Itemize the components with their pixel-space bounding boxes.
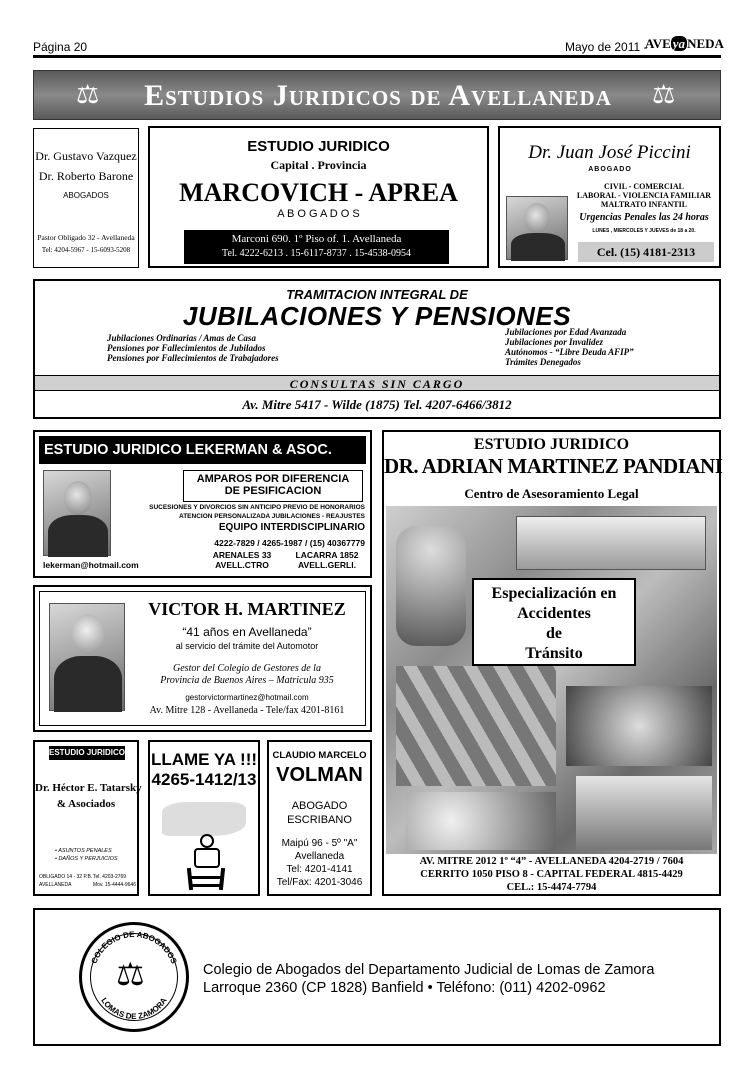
issue-date: Mayo de 2011 - (565, 40, 648, 54)
office-phone: 4222-7829 / 4265-1987 / (15) 40367779 (214, 538, 365, 548)
tagline: “41 años en Avellaneda” (182, 625, 312, 639)
call-to-action: LLAME YA !!! (150, 750, 258, 769)
urgency-note: Urgencias Penales las 24 horas (579, 212, 709, 223)
ad-llame-ya (148, 740, 260, 896)
office-phone: Tel: 4204-5967 - 15-6093-5208 (41, 246, 131, 254)
office-hours: LUNES , MIERCOLES Y JUEVES de 18 a 20. (592, 228, 696, 234)
specialty: CIVIL - COMERCIAL (603, 182, 684, 191)
branch-city: AVELL.GERLI. (298, 560, 356, 570)
office-phone: Tel. 4203-2769 (93, 874, 127, 880)
page-number: Página 20 (33, 40, 88, 54)
ad-subheading: Centro de Asesoramiento Legal (464, 486, 639, 501)
specialty-line: de (546, 625, 562, 642)
office-address: Pastor Obligado 32 - Avellaneda (37, 233, 135, 242)
office-address: Avellaneda (294, 851, 345, 862)
bus-photo (516, 516, 706, 570)
lawyer-name: Dr. Gustavo Vazquez (35, 149, 137, 163)
branch-city: AVELL.CTRO (215, 560, 269, 570)
seal-bottom-text: LOMAS DE ZAMORA (99, 996, 169, 1022)
credential: Gestor del Colegio de Gestores de la (173, 663, 321, 674)
firm-name: ESTUDIO JURIDICO LEKERMAN & ASOC. (39, 436, 366, 464)
lawyer-name: Dr. Héctor E. Tatarsky (35, 782, 142, 794)
lawyer-name: Dr. Roberto Barone (38, 169, 134, 183)
gestor-name: VICTOR H. MARTINEZ (148, 599, 346, 619)
service-line: ATENCION PERSONALIZADA JUBILACIONES - REAJUSTES (179, 513, 365, 520)
office-phone: Mov. 15-4444-9646 (93, 882, 136, 888)
lawyer-name: VOLMAN (276, 764, 363, 786)
office-address: AV. MITRE 2012 1º “4” - AVELLANEDA 4204-2719 / 7604 (419, 856, 684, 867)
ad-pretitle: TRAMITACION INTEGRAL DE (286, 287, 468, 302)
email-address: gestorvictormartinez@hotmail.com (185, 693, 309, 702)
crash-photo (566, 686, 712, 766)
ad-heading: ESTUDIO JURIDICO (247, 138, 390, 155)
contact-bar (184, 230, 449, 264)
lawyer-role: A B O G A D O S (277, 208, 360, 220)
scales-icon: ⚖ (116, 956, 145, 992)
firm-name: MARCOVICH - APREA (179, 178, 458, 207)
colegio-seal (79, 922, 189, 1032)
service-line: AMPAROS POR DIFERENCIA (196, 473, 350, 485)
colegio-name: Colegio de Abogados del Departamento Judicial de Lomas de Zamora (203, 962, 655, 978)
office-phone: Tel/Fax: 4201-3046 (276, 877, 363, 888)
accident-collage (386, 506, 717, 854)
ad-piccini (498, 126, 721, 268)
painter-illustration (160, 798, 250, 890)
seal-top-text: COLEGIO DE ABOGADOS (89, 929, 179, 965)
traffic-photo (396, 666, 556, 786)
specialty: • ASUNTOS PENALES (55, 848, 112, 854)
credential: Provincia de Buenos Aires – Matricula 935 (160, 675, 334, 686)
tagline: al servicio del trámite del Automotor (175, 641, 319, 651)
specialty-line: Accidentes (517, 605, 591, 622)
lawyer-role: ABOGADOS (63, 191, 109, 200)
ad-vazquez-barone (33, 128, 139, 268)
lawyer-name: CLAUDIO MARCELO (272, 750, 367, 761)
buildings-photo (576, 776, 712, 850)
ad-subheading: Capital . Provincia (270, 158, 367, 172)
office-address: Av. Mitre 5417 - Wilde (1875) Tel. 4207-6466/3812 (242, 397, 512, 412)
ad-marcovich-aprea (148, 126, 489, 268)
service-line: SUCESIONES Y DIVORCIOS SIN ANTICIPO PREVIO DE HONORARIOS (149, 504, 365, 511)
lawyer-photo (43, 470, 111, 556)
cell-phone: Cel. (15) 4181-2313 (578, 242, 714, 262)
ad-victor-martinez (33, 585, 372, 732)
newspaper-logo: AVE ya NEDA (645, 36, 724, 51)
lawyer-role: ABOGADO (291, 800, 348, 812)
specialty-line: Tránsito (525, 645, 583, 662)
ad-volman (267, 740, 372, 896)
colegio-address: Larroque 2360 (CP 1828) Banfield • Teléfono: (011) 4202-0962 (203, 980, 606, 996)
page-header (33, 36, 724, 58)
office-address: OBLIGADO 14 - 32 P.B. (39, 874, 93, 880)
branch-address: LACARRA 1852 (295, 550, 359, 560)
lawyer-name: & Asociados (56, 798, 116, 810)
email-address: lekerman@hotmail.com (43, 560, 139, 570)
cell-phone: CEL.: 15-4474-7794 (506, 882, 597, 893)
ad-martinez-pandiani (382, 430, 721, 896)
specialty: LABORAL - VIOLENCIA FAMILIAR (576, 191, 712, 200)
ad-heading: ESTUDIO JURIDICO (49, 746, 125, 760)
lawyer-role: ABOGADO (588, 166, 632, 173)
svg-text:LOMAS DE ZAMORA (99, 996, 169, 1021)
specialty: MALTRATO INFANTIL (600, 200, 688, 209)
service-item: Jubilaciones Ordinarias / Amas de Casa (107, 333, 256, 343)
branch-address: ARENALES 33 (212, 550, 272, 560)
service-line: EQUIPO INTERDISCIPLINARIO (218, 522, 365, 533)
lawyer-name: Dr. Juan José Piccini (528, 142, 691, 163)
ad-title: JUBILACIONES Y PENSIONES (182, 301, 572, 331)
ad-jubilaciones (33, 279, 721, 419)
ad-tatarsky (33, 740, 142, 896)
service-line: DE PESIFICACION (224, 485, 322, 497)
specialty-line: Especialización en (491, 585, 617, 602)
office-address: Av. Mitre 128 - Avellaneda - Tele/fax 4201-8161 (149, 705, 345, 716)
lawyer-photo (506, 196, 568, 260)
free-consult-bar: CONSULTAS SIN CARGO (35, 375, 719, 391)
office-address: Maipú 96 - 5º "A" (281, 838, 358, 849)
lawyer-name: DR. ADRIAN MARTINEZ PANDIANI (384, 454, 723, 478)
ad-lekerman (33, 430, 372, 578)
banner-title: Estudios Juridicos de Avellaneda (144, 79, 612, 112)
office-address: AVELLANEDA (39, 882, 72, 888)
ad-colegio-abogados (33, 908, 721, 1046)
office-phone: Tel. 4222-6213 . 15-6117-8737 . 15-4538-0954 (222, 248, 411, 259)
phone-number: 4265-1412/13 (151, 770, 257, 789)
service-item: Trámites Denegados (505, 357, 581, 367)
service-item: Pensiones por Fallecimientos de Trabajadores (107, 353, 279, 363)
specialty-box (472, 578, 636, 666)
office-address: Marconi 690. 1º Piso of. 1. Avellaneda (231, 233, 402, 245)
doctor-photo (406, 792, 556, 850)
office-phone: Tel: 4201-4141 (286, 864, 353, 875)
service-item: Autónomos - “Libre Deuda AFIP” (505, 347, 634, 357)
service-item: Pensiones por Fallecimientos de Jubilados (107, 343, 266, 353)
scales-icon: ⚖ (652, 79, 676, 109)
lawyer-role: ESCRIBANO (287, 814, 352, 826)
scales-icon: ⚖ (76, 79, 100, 109)
specialty: • DAÑOS Y PERJUICIOS (55, 856, 118, 862)
cyclist-photo (396, 526, 466, 646)
service-item: Jubilaciones por Invalidez (505, 337, 604, 347)
section-banner (33, 70, 721, 120)
ad-heading: ESTUDIO JURIDICO (473, 436, 630, 453)
service-highlight (183, 470, 363, 502)
gestor-photo (49, 603, 125, 711)
service-item: Jubilaciones por Edad Avanzada (505, 327, 627, 337)
office-address: CERRITO 1050 PISO 8 - CAPITAL FEDERAL 4815-4429 (420, 869, 683, 880)
